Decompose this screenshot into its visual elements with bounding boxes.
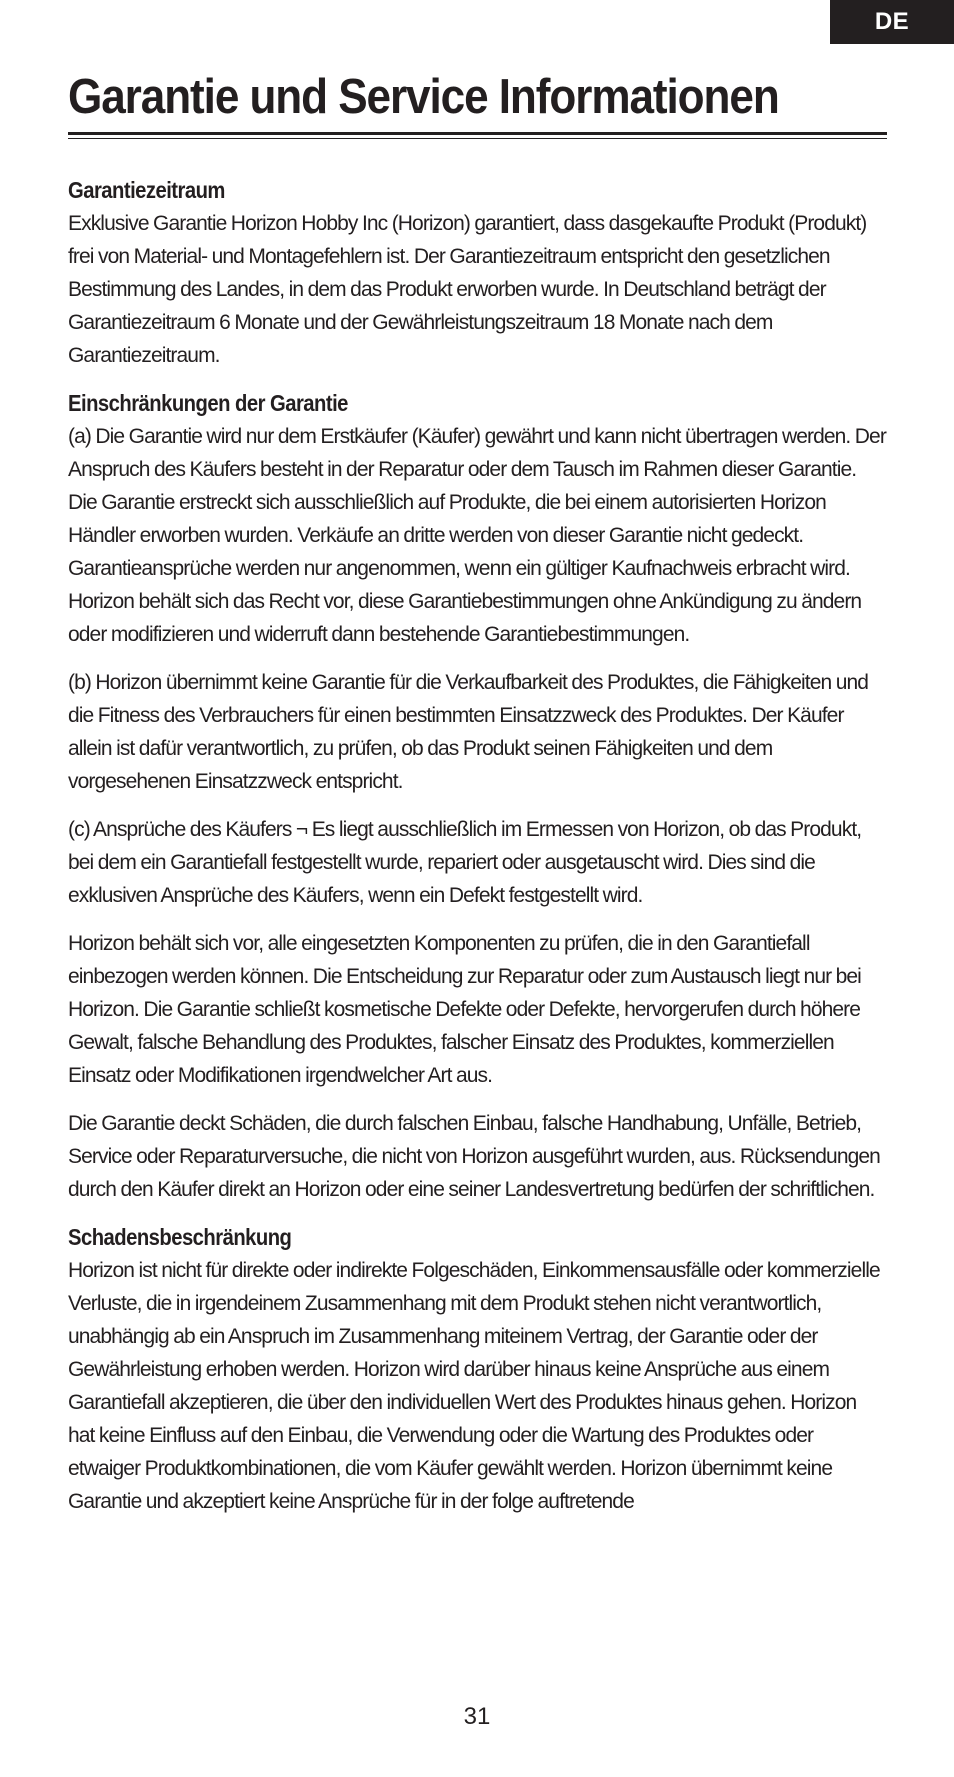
paragraph: Exklusive Garantie Horizon Hobby Inc (Horizon) garantiert, dass dasgekaufte Produkt (Produkt) frei von Material- und Montagefehlern ist. Der Garantiezeitraum entspricht den gesetzlichen Bestimmung des Landes, in dem das Produkt erworben wurde. In Deutschland beträgt der Garantiezeitraum 6 Monate und der Gewährleistungszeitraum 18 Monate nach dem Garantiezeitraum. (68, 212, 867, 367)
page-number: 31 (463, 1703, 491, 1730)
paragraph: Die Garantie deckt Schäden, die durch falschen Einbau, falsche Handhabung, Unfälle, Betrieb, Service oder Reparaturversuche, die nicht von Horizon ausgeführt wurden, aus. Rücksendungen durch den Käufer direkt an Horizon oder eine seiner Landesvertretung bedürfen der schriftlichen. (68, 1112, 880, 1201)
section-heading: Garantiezeitraum (68, 177, 225, 203)
paragraph: (a) Die Garantie wird nur dem Erstkäufer (Käufer) gewährt und kann nicht übertragen werden. Der Anspruch des Käufers besteht in der Reparatur oder dem Tausch im Rahmen dieser Garantie. Die Garantie erstreckt sich ausschließlich auf Produkte, die bei einem autorisierten Horizon Händler erworben wurden. Verkäufe an dritte werden von dieser Garantie nicht gedeckt. Garantieansprüche werden nur angenommen, wenn ein gültiger Kaufnachweis erbracht wird. Horizon behält sich das Recht vor, diese Garantiebestimmungen ohne Ankündigung zu ändern oder modifizieren und widerruft dann bestehende Garantiebestimmungen. (68, 425, 886, 646)
document-body (68, 174, 887, 1518)
paragraph: Horizon ist nicht für direkte oder indirekte Folgeschäden, Einkommensausfälle oder kommerzielle Verluste, die in irgendeinem Zusammenhang mit dem Produkt stehen nicht verantwortlich, unabhängig ab ein Anspruch im Zusammenhang miteinem Vertrag, der Garantie oder der Gewährleistung erhoben werden. Horizon wird darüber hinaus keine Ansprüche aus einem Garantiefall akzeptieren, die über den individuellen Wert des Produktes hinaus gehen. Horizon hat keine Einfluss auf den Einbau, die Verwendung oder die Wartung des Produktes oder etwaiger Produktkombinationen, die vom Käufer gewählt werden. Horizon übernimmt keine Garantie und akzeptiert keine Ansprüche für in der folge auftretende (68, 1259, 880, 1513)
section-einschraenkungen (68, 387, 887, 1206)
paragraph: Horizon behält sich vor, alle eingesetzten Komponenten zu prüfen, die in den Garantiefall einbezogen werden können. Die Entscheidung zur Reparatur oder zum Austausch liegt nur bei Horizon. Die Garantie schließt kosmetische Defekte oder Defekte, hervorgerufen durch höhere Gewalt, falsche Behandlung des Produktes, falscher Einsatz des Produktes, kommerziellen Einsatz oder Modifikationen irgendwelcher Art aus. (68, 932, 861, 1087)
title-rule-thick (68, 132, 887, 135)
language-tab: DE (830, 0, 954, 44)
section-heading: Schadensbeschränkung (68, 1224, 292, 1250)
page-title: Garantie und Service Informationen (68, 70, 779, 124)
paragraph: (c) Ansprüche des Käufers ¬ Es liegt ausschließlich im Ermessen von Horizon, ob das Produkt, bei dem ein Garantiefall festgestellt wurde, repariert oder ausgetauscht wird. Dies sind die exklusiven Ansprüche des Käufers, wenn ein Defekt festgestellt wird. (68, 818, 862, 907)
section-heading: Einschränkungen der Garantie (68, 390, 348, 416)
section-garantiezeitraum (68, 174, 887, 372)
title-rule-thin (68, 138, 887, 139)
section-schadensbeschraenkung (68, 1221, 887, 1518)
paragraph: (b) Horizon übernimmt keine Garantie für die Verkaufbarkeit des Produktes, die Fähigkeiten und die Fitness des Verbrauchers für einen bestimmten Einsatzzweck des Produktes. Der Käufer allein ist dafür verantwortlich, zu prüfen, ob das Produkt seinen Fähigkeiten und dem vorgesehenen Einsatzzweck entspricht. (68, 671, 869, 793)
